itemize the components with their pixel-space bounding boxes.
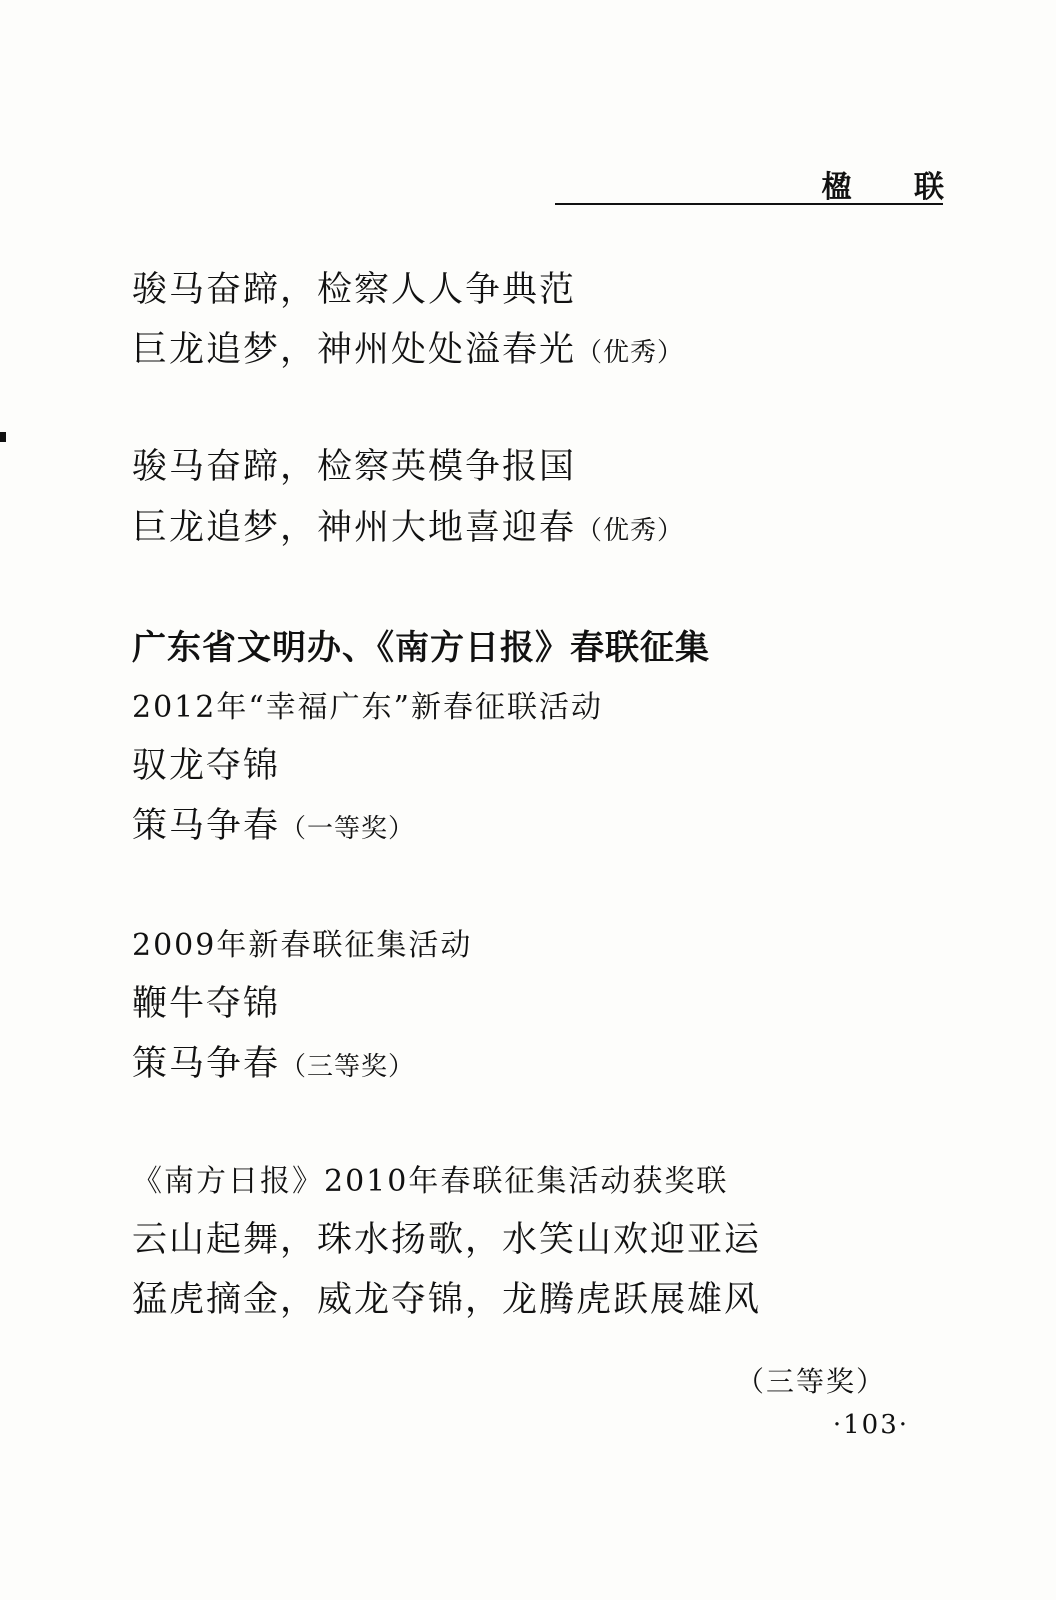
award-note: （三等奖） [735, 1365, 886, 1398]
couplet-line [132, 1280, 761, 1320]
header-rule [555, 203, 943, 205]
couplet-line [132, 1220, 761, 1260]
couplet-line [132, 270, 576, 310]
award-note: （一等奖） [280, 814, 416, 844]
couplet-line [132, 1044, 415, 1087]
award-note: （优秀） [576, 516, 685, 546]
running-header-title: 楹 联 [821, 170, 970, 205]
activity-title: 《南方日报》2010年春联征集活动获奖联 [132, 1164, 729, 1199]
award-note: （优秀） [576, 338, 685, 368]
couplet-line [132, 806, 415, 849]
couplet-line [132, 508, 684, 551]
couplet-text: 鞭牛夺锦 [132, 984, 281, 1024]
couplet-line [132, 330, 684, 373]
activity-title: 2012年“幸福广东”新春征联活动 [132, 690, 604, 725]
section-heading: 广东省文明办、《南方日报》春联征集 [132, 628, 710, 668]
couplet-text: 云山起舞，珠水扬歌，水笑山欢迎亚运 [132, 1220, 762, 1260]
activity-title: 2009年新春联征集活动 [132, 928, 473, 963]
scan-edge-mark [0, 432, 6, 442]
couplet-text: 猛虎摘金，威龙夺锦，龙腾虎跃展雄风 [132, 1280, 762, 1320]
couplet-line [132, 447, 576, 487]
couplet-text: 巨龙追梦，神州大地喜迎春 [132, 508, 577, 548]
couplet-text: 骏马奋蹄，检察人人争典范 [132, 270, 577, 310]
couplet-text: 骏马奋蹄，检察英模争报国 [132, 447, 577, 487]
couplet-text: 巨龙追梦，神州处处溢春光 [132, 330, 577, 370]
couplet-text: 驭龙夺锦 [132, 746, 281, 786]
couplet-line [132, 984, 280, 1024]
couplet-text: 策马争春 [132, 1044, 281, 1084]
couplet-line [132, 746, 280, 786]
page-number: ·103· [832, 1410, 909, 1440]
award-note: （三等奖） [280, 1052, 416, 1082]
couplet-text: 策马争春 [132, 806, 281, 846]
